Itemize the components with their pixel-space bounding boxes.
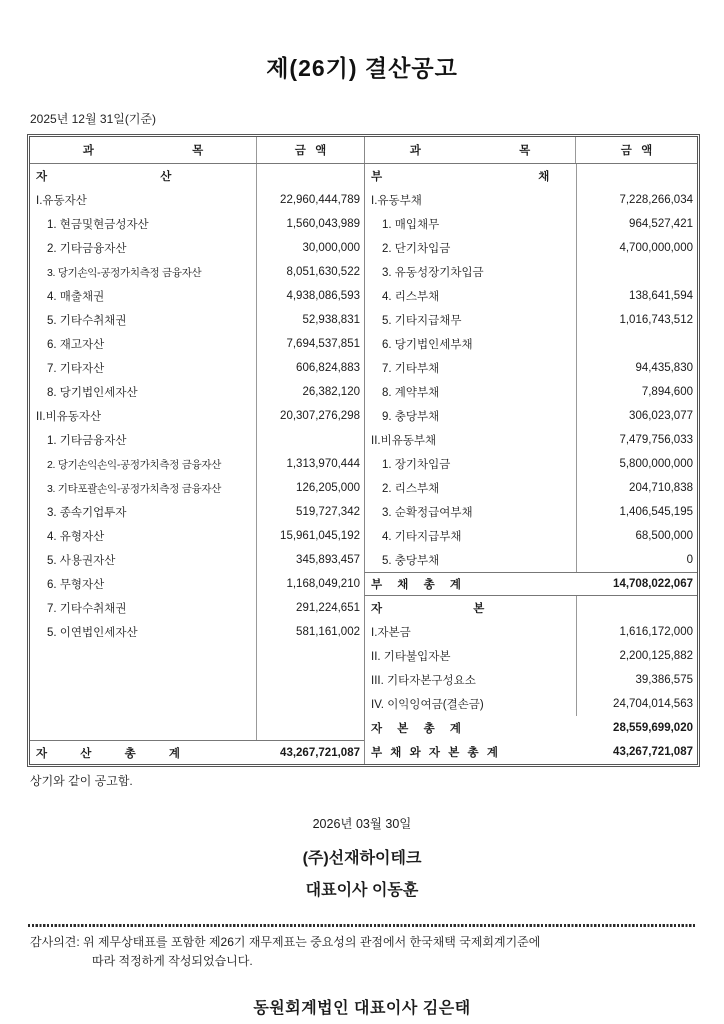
table-header-row (30, 137, 697, 164)
table-row (30, 644, 697, 668)
row-amount (576, 260, 697, 284)
table-row (30, 236, 697, 260)
row-amount: 24,704,014,563 (576, 692, 697, 716)
header-account-right: 과 목 (364, 137, 575, 163)
row-label: 5. 충당부채 (382, 555, 440, 567)
row-label: 4. 리스부채 (382, 291, 440, 303)
row-label: 5. 사용권자산 (47, 555, 116, 567)
table-row (30, 524, 697, 548)
audit-opinion (30, 933, 724, 971)
row-label: 9. 충당부채 (382, 411, 440, 423)
table-row (30, 740, 697, 764)
row-label: 7. 기타부채 (382, 363, 440, 375)
row-amount (576, 332, 697, 356)
row-label: 부 채 총 계 (371, 579, 462, 591)
row-amount: 1,560,043,989 (256, 212, 364, 236)
row-amount: 1,016,743,512 (576, 308, 697, 332)
row-label (30, 716, 256, 740)
row-amount: 138,641,594 (576, 284, 697, 308)
row-label: 2. 기타금융자산 (47, 243, 127, 255)
row-amount: 7,228,266,034 (576, 188, 697, 212)
table-row (30, 188, 697, 212)
notice-text: 상기와 같이 공고함. (30, 774, 133, 788)
row-label: 1. 매입채무 (382, 219, 440, 231)
table-row (30, 500, 697, 524)
row-amount: 28,559,699,020 (613, 722, 693, 734)
row-amount: 8,051,630,522 (256, 260, 364, 284)
balance-sheet-table (27, 134, 700, 767)
row-label: 2. 리스부채 (382, 483, 440, 495)
row-amount: 4,938,086,593 (256, 284, 364, 308)
row-amount: 39,386,575 (576, 668, 697, 692)
row-amount: 7,894,600 (576, 380, 697, 404)
row-amount (256, 692, 364, 716)
row-amount: 14,708,022,067 (613, 578, 693, 590)
table-row (30, 548, 697, 572)
row-amount (256, 668, 364, 692)
row-amount: 1,168,049,210 (256, 572, 364, 596)
row-label: 5. 기타지급채무 (382, 315, 462, 327)
header-amount-right: 금 액 (575, 137, 697, 163)
ceo-name: 대표이사 이동훈 (305, 882, 419, 899)
row-label: 6. 당기법인세부채 (382, 339, 473, 351)
table-row (30, 332, 697, 356)
row-amount: 7,694,537,851 (256, 332, 364, 356)
row-label: 6. 무형자산 (47, 579, 105, 591)
table-row (30, 452, 697, 476)
row-amount: 26,382,120 (256, 380, 364, 404)
row-amount: 2,200,125,882 (576, 644, 697, 668)
row-amount: 4,700,000,000 (576, 236, 697, 260)
table-row (30, 308, 697, 332)
row-amount: 1,406,545,195 (576, 500, 697, 524)
row-amount (256, 644, 364, 668)
row-label: 1. 현금및현금성자산 (47, 219, 149, 231)
base-date: 2025년 12월 31일(기준) (30, 112, 157, 126)
auditor-name: 동원회계법인 대표이사 김은태 (253, 1000, 471, 1017)
row-label (30, 692, 256, 716)
table-row (30, 668, 697, 692)
row-amount (256, 164, 364, 188)
table-row (30, 692, 697, 716)
row-label: I.유동자산 (36, 195, 87, 207)
row-label: 3. 당기손익-공정가치측정 금융자산 (47, 266, 202, 279)
row-label: 5. 이연법인세자산 (47, 627, 138, 639)
table-row (30, 380, 697, 404)
row-label: II.비유동부채 (371, 435, 437, 447)
row-label: 7. 기타자산 (47, 363, 105, 375)
row-amount: 20,307,276,298 (256, 404, 364, 428)
header-account-left: 과 목 (82, 145, 204, 157)
row-label: 부 채 와 자 본 총 계 (371, 747, 498, 759)
row-label: 부 채 (371, 171, 550, 183)
row-label: 1. 장기차입금 (382, 459, 451, 471)
table-row (30, 164, 697, 188)
row-amount (256, 428, 364, 452)
row-label: IV. 이익잉여금(결손금) (371, 699, 484, 711)
row-amount (576, 164, 697, 188)
row-label: 자 산 (36, 171, 172, 183)
audit-opinion-line1: 감사의견: 위 제무상태표를 포함한 제26기 재무제표는 중요성의 관점에서 한국채택 국제회계기준에 (30, 935, 541, 949)
row-label: 자 산 총 계 (36, 747, 181, 760)
row-amount: 43,267,721,087 (613, 746, 693, 758)
row-amount: 126,205,000 (256, 476, 364, 500)
row-label: 4. 유형자산 (47, 531, 105, 543)
row-amount: 581,161,002 (256, 620, 364, 644)
row-amount: 964,527,421 (576, 212, 697, 236)
row-label: 3. 기타포괄손익-공정가치측정 금융자산 (47, 482, 222, 495)
row-label: 3. 종속기업투자 (47, 507, 127, 519)
row-amount: 204,710,838 (576, 476, 697, 500)
row-amount (256, 716, 364, 740)
row-amount (576, 596, 697, 620)
row-amount: 94,435,830 (576, 356, 697, 380)
row-amount: 7,479,756,033 (576, 428, 697, 452)
row-label: II.비유동자산 (36, 411, 102, 423)
row-amount: 606,824,883 (256, 356, 364, 380)
row-label: I.자본금 (371, 627, 411, 639)
row-amount: 52,938,831 (256, 308, 364, 332)
table-row (30, 572, 697, 596)
row-label (30, 668, 256, 692)
row-label: 4. 매출채권 (47, 291, 105, 303)
row-amount: 15,961,045,192 (256, 524, 364, 548)
row-label: 6. 재고자산 (47, 339, 105, 351)
company-name: (주)선재하이테크 (302, 850, 422, 867)
row-amount: 68,500,000 (576, 524, 697, 548)
table-body (30, 164, 697, 764)
row-amount: 0 (576, 548, 697, 572)
table-row (30, 476, 697, 500)
table-row (30, 620, 697, 644)
table-row (30, 404, 697, 428)
dotted-divider (28, 924, 696, 927)
row-amount: 519,727,342 (256, 500, 364, 524)
row-label: III. 기타자본구성요소 (371, 675, 476, 687)
row-label: II. 기타불입자본 (371, 651, 451, 663)
row-label: 자 본 총 계 (371, 723, 462, 735)
row-label: 8. 당기법인세자산 (47, 387, 138, 399)
row-label: 3. 순확정급여부채 (382, 507, 473, 519)
row-label: I.유동부채 (371, 195, 422, 207)
row-amount: 345,893,457 (256, 548, 364, 572)
row-label: 8. 계약부채 (382, 387, 440, 399)
row-label: 2. 당기손익손익-공정가치측정 금융자산 (47, 458, 222, 471)
row-amount: 306,023,077 (576, 404, 697, 428)
row-amount: 43,267,721,087 (280, 746, 360, 759)
page-title: 제(26기) 결산공고 (266, 55, 458, 81)
table-row (30, 284, 697, 308)
audit-opinion-line2: 따라 적정하게 작성되었습니다. (92, 954, 253, 968)
table-row (30, 212, 697, 236)
row-label: 2. 단기차입금 (382, 243, 451, 255)
row-label: 7. 기타수취채권 (47, 603, 127, 615)
table-row (30, 596, 697, 620)
table-row (30, 716, 697, 740)
row-amount: 291,224,651 (256, 596, 364, 620)
row-label: 5. 기타수취채권 (47, 315, 127, 327)
report-date: 2026년 03월 30일 (312, 817, 412, 831)
row-amount: 1,313,970,444 (256, 452, 364, 476)
table-row (30, 356, 697, 380)
header-amount-left: 금 액 (256, 137, 364, 163)
row-amount: 22,960,444,789 (256, 188, 364, 212)
row-label: 자 본 (371, 603, 485, 615)
row-label: 4. 기타지급부채 (382, 531, 462, 543)
row-label: 1. 기타금융자산 (47, 435, 127, 447)
row-amount: 1,616,172,000 (576, 620, 697, 644)
row-label (30, 644, 256, 668)
row-amount: 5,800,000,000 (576, 452, 697, 476)
table-row (30, 428, 697, 452)
row-label: 3. 유동성장기차입금 (382, 267, 484, 279)
table-row (30, 260, 697, 284)
row-amount: 30,000,000 (256, 236, 364, 260)
